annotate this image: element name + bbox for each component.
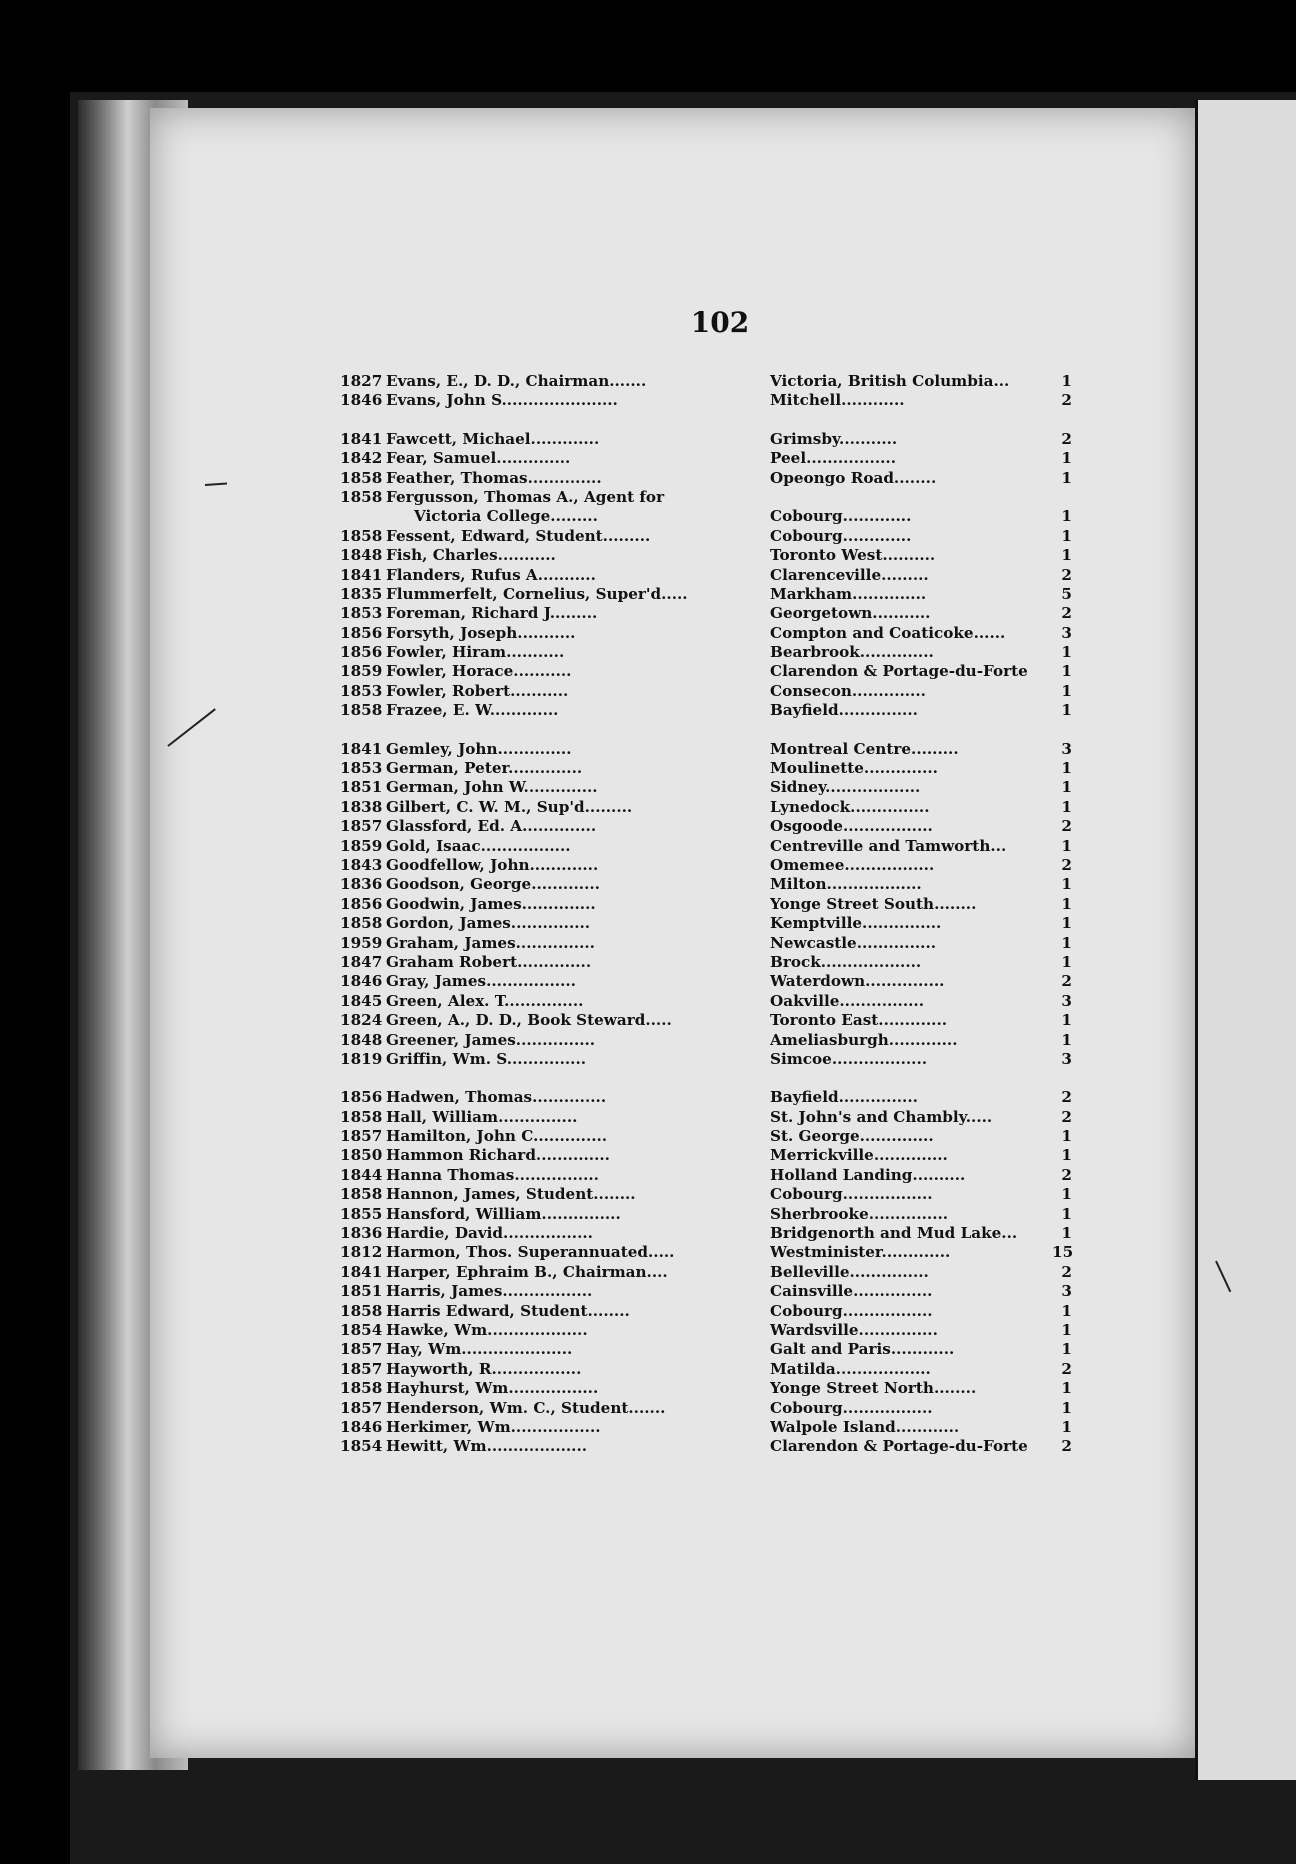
- list-item: [340, 952, 1072, 972]
- entry-year: 1858: [340, 914, 383, 933]
- entry-count: 1: [1061, 1030, 1072, 1049]
- entry-place: Cobourg.................: [770, 1301, 933, 1320]
- entry-place: Opeongo Road........: [770, 468, 937, 487]
- entry-count: 1: [1061, 1224, 1072, 1243]
- entry-count: 1: [1061, 1185, 1072, 1204]
- entry-name: Hayworth, R.................: [386, 1359, 582, 1378]
- entry-count: 1: [1061, 1127, 1072, 1146]
- list-item: [340, 584, 1072, 604]
- entry-count: 1: [1061, 372, 1072, 390]
- entry-name: Hamilton, John C..............: [386, 1127, 608, 1146]
- entry-place: Milton..................: [770, 875, 922, 894]
- entry-year: 1858: [340, 701, 383, 720]
- list-item: [340, 1088, 1072, 1107]
- list-item: [340, 507, 1072, 526]
- section-gap: [340, 1069, 1060, 1088]
- entry-place: St. John's and Chambly.....: [770, 1107, 993, 1126]
- entry-count: 1: [1061, 1204, 1072, 1223]
- entry-count: 1: [1061, 468, 1072, 487]
- entry-place: Oakville................: [770, 991, 924, 1010]
- entry-place: Belleville...............: [770, 1262, 929, 1281]
- entry-place: Merrickville..............: [770, 1146, 948, 1165]
- entry-year: 1847: [340, 952, 383, 971]
- entry-name: Gilbert, C. W. M., Sup'd.........: [386, 797, 633, 816]
- entry-place: Toronto East.............: [770, 1011, 948, 1030]
- entry-place: Waterdown...............: [770, 972, 945, 991]
- entry-name: Herkimer, Wm.................: [386, 1417, 601, 1436]
- entry-name: Goodwin, James..............: [386, 894, 596, 913]
- entry-name: Fowler, Robert...........: [386, 681, 569, 700]
- entry-count: 1: [1061, 546, 1072, 565]
- entry-count: 1: [1061, 759, 1072, 778]
- list-item: [340, 1204, 1072, 1224]
- entry-count: 2: [1061, 604, 1072, 623]
- entry-count: 1: [1061, 1320, 1072, 1339]
- entry-place: Mitchell............: [770, 391, 905, 410]
- entry-year: 1827: [340, 372, 383, 390]
- entry-year: 1841: [340, 1262, 383, 1281]
- list-item: [340, 662, 1072, 681]
- entry-name: Gemley, John..............: [386, 739, 572, 758]
- entry-name: Hewitt, Wm...................: [386, 1437, 588, 1456]
- entry-name: Greener, James...............: [386, 1030, 596, 1049]
- list-item: [340, 526, 1072, 546]
- list-item: [340, 1417, 1072, 1437]
- entry-name: Frazee, E. W.............: [386, 701, 559, 720]
- entry-year: 1858: [340, 487, 383, 506]
- entry-count: 1: [1061, 1011, 1072, 1030]
- entry-name: Harris, James.................: [386, 1282, 593, 1301]
- list-item: [340, 1282, 1072, 1301]
- entry-place: Cainsville...............: [770, 1282, 933, 1301]
- entry-name: Harris Edward, Student........: [386, 1301, 630, 1320]
- entry-name: Hansford, William...............: [386, 1204, 621, 1223]
- list-item: [340, 836, 1072, 856]
- entry-name: Fawcett, Michael.............: [386, 429, 600, 448]
- list-item: [340, 894, 1072, 914]
- entry-year: 1844: [340, 1165, 383, 1184]
- entry-place: Simcoe..................: [770, 1049, 928, 1068]
- entry-year: 1858: [340, 1379, 383, 1398]
- entry-place: Sherbrooke...............: [770, 1204, 949, 1223]
- entry-name: Flanders, Rufus A...........: [386, 565, 596, 584]
- entry-year: 1836: [340, 875, 383, 894]
- entry-count: 3: [1061, 739, 1072, 758]
- entry-name: Victoria College.........: [414, 507, 598, 526]
- entry-place: Sidney..................: [770, 778, 921, 797]
- entry-place: Osgoode.................: [770, 817, 933, 836]
- entry-place: Bayfield...............: [770, 701, 918, 720]
- entry-count: 2: [1061, 1165, 1072, 1184]
- list-item: [340, 1243, 1074, 1262]
- entry-place: Clarendon & Portage-du-Forte: [770, 1437, 1028, 1456]
- entry-count: 1: [1061, 449, 1072, 468]
- entry-name: Hall, William...............: [386, 1107, 578, 1126]
- entry-name: Fear, Samuel..............: [386, 449, 571, 468]
- entry-name: Harper, Ephraim B., Chairman....: [386, 1262, 668, 1281]
- list-item: [340, 1185, 1072, 1204]
- entry-name: Evans, John S......................: [386, 391, 618, 410]
- entry-year: 1851: [340, 778, 383, 797]
- entry-name: Fessent, Edward, Student.........: [386, 526, 651, 545]
- entry-name: Feather, Thomas..............: [386, 468, 602, 487]
- entry-name: Griffin, Wm. S...............: [386, 1049, 587, 1068]
- entry-place: Kemptville...............: [770, 914, 942, 933]
- list-item: [340, 604, 1072, 623]
- entry-name: Evans, E., D. D., Chairman.......: [386, 372, 647, 390]
- list-item: [340, 1379, 1072, 1398]
- list-item: [340, 1301, 1072, 1321]
- entry-place: Bridgenorth and Mud Lake...: [770, 1224, 1018, 1243]
- entry-year: 1858: [340, 1301, 383, 1320]
- entry-year: 1838: [340, 797, 383, 816]
- entry-count: 1: [1061, 797, 1072, 816]
- list-item: [340, 1359, 1072, 1379]
- list-item: [340, 391, 1072, 410]
- entry-name: Hanna Thomas................: [386, 1165, 599, 1184]
- entry-name: Hardie, David.................: [386, 1224, 593, 1243]
- entry-count: 1: [1061, 836, 1072, 855]
- list-item: [340, 972, 1072, 991]
- entry-count: 1: [1061, 662, 1072, 681]
- entry-place: Cobourg.................: [770, 1185, 933, 1204]
- entry-place: Compton and Coaticoke......: [770, 623, 1006, 642]
- entry-year: 1846: [340, 1417, 383, 1436]
- entry-count: 1: [1061, 778, 1072, 797]
- entry-count: 1: [1061, 526, 1072, 545]
- entry-year: 1959: [340, 933, 383, 952]
- entry-place: Yonge Street North........: [770, 1379, 977, 1398]
- entry-place: Clarendon & Portage-du-Forte: [770, 662, 1028, 681]
- entry-count: 1: [1061, 894, 1072, 913]
- entry-year: 1853: [340, 681, 383, 700]
- entry-place: Moulinette..............: [770, 759, 938, 778]
- entry-year: 1842: [340, 449, 383, 468]
- entry-year: 1856: [340, 894, 383, 913]
- entry-count: 2: [1061, 429, 1072, 448]
- list-item: [340, 1030, 1072, 1050]
- entry-year: 1835: [340, 584, 383, 603]
- entry-count: 1: [1061, 933, 1072, 952]
- entry-place: Galt and Paris............: [770, 1340, 955, 1359]
- entry-year: 1858: [340, 468, 383, 487]
- entry-year: 1812: [340, 1243, 383, 1262]
- list-item: [340, 991, 1072, 1011]
- list-item: [340, 933, 1072, 953]
- list-item: [340, 1398, 1072, 1418]
- entry-count: 1: [1061, 952, 1072, 971]
- entry-name: Fowler, Horace...........: [386, 662, 572, 681]
- list-item: [340, 1320, 1072, 1340]
- entry-year: 1857: [340, 1359, 383, 1378]
- entry-year: 1846: [340, 972, 383, 991]
- entry-year: 1851: [340, 1282, 383, 1301]
- entry-count: 1: [1061, 507, 1072, 526]
- entry-year: 1845: [340, 991, 383, 1010]
- entry-year: 1848: [340, 546, 383, 565]
- entry-name: Fowler, Hiram...........: [386, 643, 565, 662]
- list-item: [340, 546, 1072, 565]
- entry-count: 1: [1061, 914, 1072, 933]
- entry-year: 1855: [340, 1204, 383, 1223]
- entry-count: 1: [1061, 681, 1072, 700]
- entry-year: 1836: [340, 1224, 383, 1243]
- entry-name: German, Peter..............: [386, 759, 583, 778]
- entry-year: 1841: [340, 739, 383, 758]
- entry-count: 2: [1061, 1359, 1072, 1378]
- entry-place: Omemee.................: [770, 855, 935, 874]
- entry-year: 1856: [340, 623, 383, 642]
- entry-count: 2: [1061, 565, 1072, 584]
- entry-count: 1: [1061, 1398, 1072, 1417]
- entry-name: Gold, Isaac.................: [386, 836, 571, 855]
- entry-year: 1858: [340, 526, 383, 545]
- entry-place: Wardsville...............: [770, 1320, 938, 1339]
- entry-name: Henderson, Wm. C., Student.......: [386, 1398, 666, 1417]
- list-item: [340, 1262, 1072, 1282]
- entry-year: 1824: [340, 1011, 383, 1030]
- entry-count: 2: [1061, 1262, 1072, 1281]
- entry-count: [1052, 488, 1072, 507]
- list-item: [340, 468, 1072, 488]
- entry-year: 1857: [340, 1340, 383, 1359]
- entry-year: 1854: [340, 1320, 383, 1339]
- entry-year: 1859: [340, 662, 383, 681]
- entry-year: 1856: [340, 1088, 383, 1107]
- entry-name: Flummerfelt, Cornelius, Super'd.....: [386, 584, 688, 603]
- list-item: [340, 817, 1072, 836]
- entry-year: 1857: [340, 1127, 383, 1146]
- entry-year: 1843: [340, 855, 383, 874]
- entry-name: Graham, James...............: [386, 933, 595, 952]
- entry-place: Matilda..................: [770, 1359, 931, 1378]
- entry-name: Fergusson, Thomas A., Agent for: [386, 487, 665, 506]
- entry-count: 3: [1061, 991, 1072, 1010]
- entry-place: Cobourg.............: [770, 507, 912, 526]
- list-item: [340, 449, 1072, 468]
- entry-year: 1848: [340, 1030, 383, 1049]
- list-item: [340, 372, 1072, 391]
- list-item: [340, 778, 1072, 797]
- section-gap: [340, 411, 1060, 430]
- entry-name: Hayhurst, Wm.................: [386, 1379, 599, 1398]
- entry-place: [770, 488, 1052, 507]
- entry-count: 2: [1061, 1088, 1072, 1107]
- entry-place: Clarenceville.........: [770, 565, 929, 584]
- entry-place: Newcastle...............: [770, 933, 937, 952]
- list-item: [340, 739, 1072, 759]
- list-item: [340, 914, 1072, 933]
- entry-count: 5: [1061, 584, 1072, 603]
- entry-count: 1: [1061, 1417, 1072, 1436]
- entry-place: Montreal Centre.........: [770, 739, 959, 758]
- entry-name: Hay, Wm.....................: [386, 1340, 573, 1359]
- section-gap: [340, 721, 1060, 740]
- entry-count: 1: [1061, 875, 1072, 894]
- list-item: [340, 1127, 1072, 1146]
- list-item: [340, 1165, 1072, 1185]
- entry-year: 1854: [340, 1437, 383, 1456]
- entry-year: 1859: [340, 836, 383, 855]
- list-item: [340, 1224, 1072, 1243]
- entry-count: 1: [1061, 1340, 1072, 1359]
- list-item: [340, 797, 1072, 817]
- entry-year: 1858: [340, 1185, 383, 1204]
- list-item: [340, 1049, 1072, 1069]
- entry-count: 1: [1061, 1301, 1072, 1320]
- entry-place: Lynedock...............: [770, 797, 930, 816]
- entry-place: Cobourg.............: [770, 526, 912, 545]
- list-item: [340, 1107, 1072, 1127]
- entry-year: 1846: [340, 391, 383, 410]
- entry-name: Green, A., D. D., Book Steward.....: [386, 1011, 672, 1030]
- facing-page: [1195, 100, 1296, 1780]
- entry-count: 1: [1061, 701, 1072, 720]
- entry-count: 15: [1052, 1243, 1074, 1262]
- entry-place: Westminister.............: [770, 1243, 951, 1262]
- entry-name: Goodfellow, John.............: [386, 855, 599, 874]
- list-item: [340, 855, 1072, 875]
- entry-count: 2: [1061, 1107, 1072, 1126]
- entry-name: Forsyth, Joseph...........: [386, 623, 576, 642]
- entry-count: 1: [1061, 643, 1072, 662]
- list-item: [340, 681, 1072, 701]
- entry-name: Green, Alex. T...............: [386, 991, 584, 1010]
- entry-name: Hammon Richard..............: [386, 1146, 610, 1165]
- entry-place: Georgetown...........: [770, 604, 931, 623]
- entry-place: Yonge Street South........: [770, 894, 977, 913]
- entry-place: Victoria, British Columbia...: [770, 372, 1010, 390]
- list-item: [340, 565, 1072, 585]
- entry-year: [340, 507, 386, 526]
- entry-name: Gray, James.................: [386, 972, 576, 991]
- entry-name: Goodson, George.............: [386, 875, 600, 894]
- entry-year: 1853: [340, 759, 383, 778]
- entry-name: Gordon, James...............: [386, 914, 591, 933]
- entry-place: Centreville and Tamworth...: [770, 836, 1007, 855]
- entry-place: Peel.................: [770, 449, 896, 468]
- entry-year: 1857: [340, 817, 383, 836]
- entry-name: Hawke, Wm...................: [386, 1320, 588, 1339]
- list-item: [340, 488, 1060, 507]
- entry-year: 1850: [340, 1146, 383, 1165]
- entry-count: 2: [1061, 972, 1072, 991]
- list-item: [340, 429, 1072, 449]
- entry-year: 1856: [340, 643, 383, 662]
- entry-count: 2: [1061, 855, 1072, 874]
- entry-count: 3: [1061, 1282, 1072, 1301]
- entry-place: Brock...................: [770, 952, 922, 971]
- list-item: [340, 759, 1072, 778]
- entry-count: 2: [1061, 391, 1072, 410]
- ministers-listing: [340, 372, 1074, 1457]
- entry-year: 1853: [340, 604, 383, 623]
- entry-name: Hadwen, Thomas..............: [386, 1088, 607, 1107]
- entry-name: Foreman, Richard J.........: [386, 604, 598, 623]
- list-item: [340, 1146, 1072, 1165]
- entry-place: Consecon..............: [770, 681, 926, 700]
- entry-count: 2: [1061, 817, 1072, 836]
- entry-name: Glassford, Ed. A..............: [386, 817, 597, 836]
- entry-place: Toronto West..........: [770, 546, 936, 565]
- entry-place: Cobourg.................: [770, 1398, 933, 1417]
- entry-year: 1857: [340, 1398, 383, 1417]
- entry-year: 1819: [340, 1049, 383, 1068]
- entry-name: Graham Robert..............: [386, 952, 592, 971]
- list-item: [340, 1340, 1072, 1359]
- list-item: [340, 643, 1072, 662]
- entry-name: Fish, Charles...........: [386, 546, 556, 565]
- entry-count: 2: [1061, 1437, 1072, 1456]
- entry-name: German, John W..............: [386, 778, 598, 797]
- entry-place: Bayfield...............: [770, 1088, 918, 1107]
- entry-year: 1841: [340, 565, 383, 584]
- entry-place: Ameliasburgh.............: [770, 1030, 958, 1049]
- entry-name: Hannon, James, Student........: [386, 1185, 636, 1204]
- entry-year: 1858: [340, 1107, 383, 1126]
- list-item: [340, 701, 1072, 720]
- list-item: [340, 875, 1072, 894]
- entry-place: Bearbrook..............: [770, 643, 934, 662]
- entry-place: Markham..............: [770, 584, 927, 603]
- entry-count: 3: [1061, 1049, 1072, 1068]
- entry-name: Harmon, Thos. Superannuated.....: [386, 1243, 675, 1262]
- entry-place: Holland Landing..........: [770, 1165, 966, 1184]
- page-number: 102: [690, 306, 750, 339]
- list-item: [340, 1437, 1072, 1456]
- entry-place: Walpole Island............: [770, 1417, 960, 1436]
- entry-year: 1841: [340, 429, 383, 448]
- list-item: [340, 1011, 1072, 1030]
- entry-place: St. George..............: [770, 1127, 934, 1146]
- entry-place: Grimsby...........: [770, 429, 898, 448]
- list-item: [340, 623, 1072, 643]
- entry-count: 3: [1061, 623, 1072, 642]
- entry-count: 1: [1061, 1379, 1072, 1398]
- entry-count: 1: [1061, 1146, 1072, 1165]
